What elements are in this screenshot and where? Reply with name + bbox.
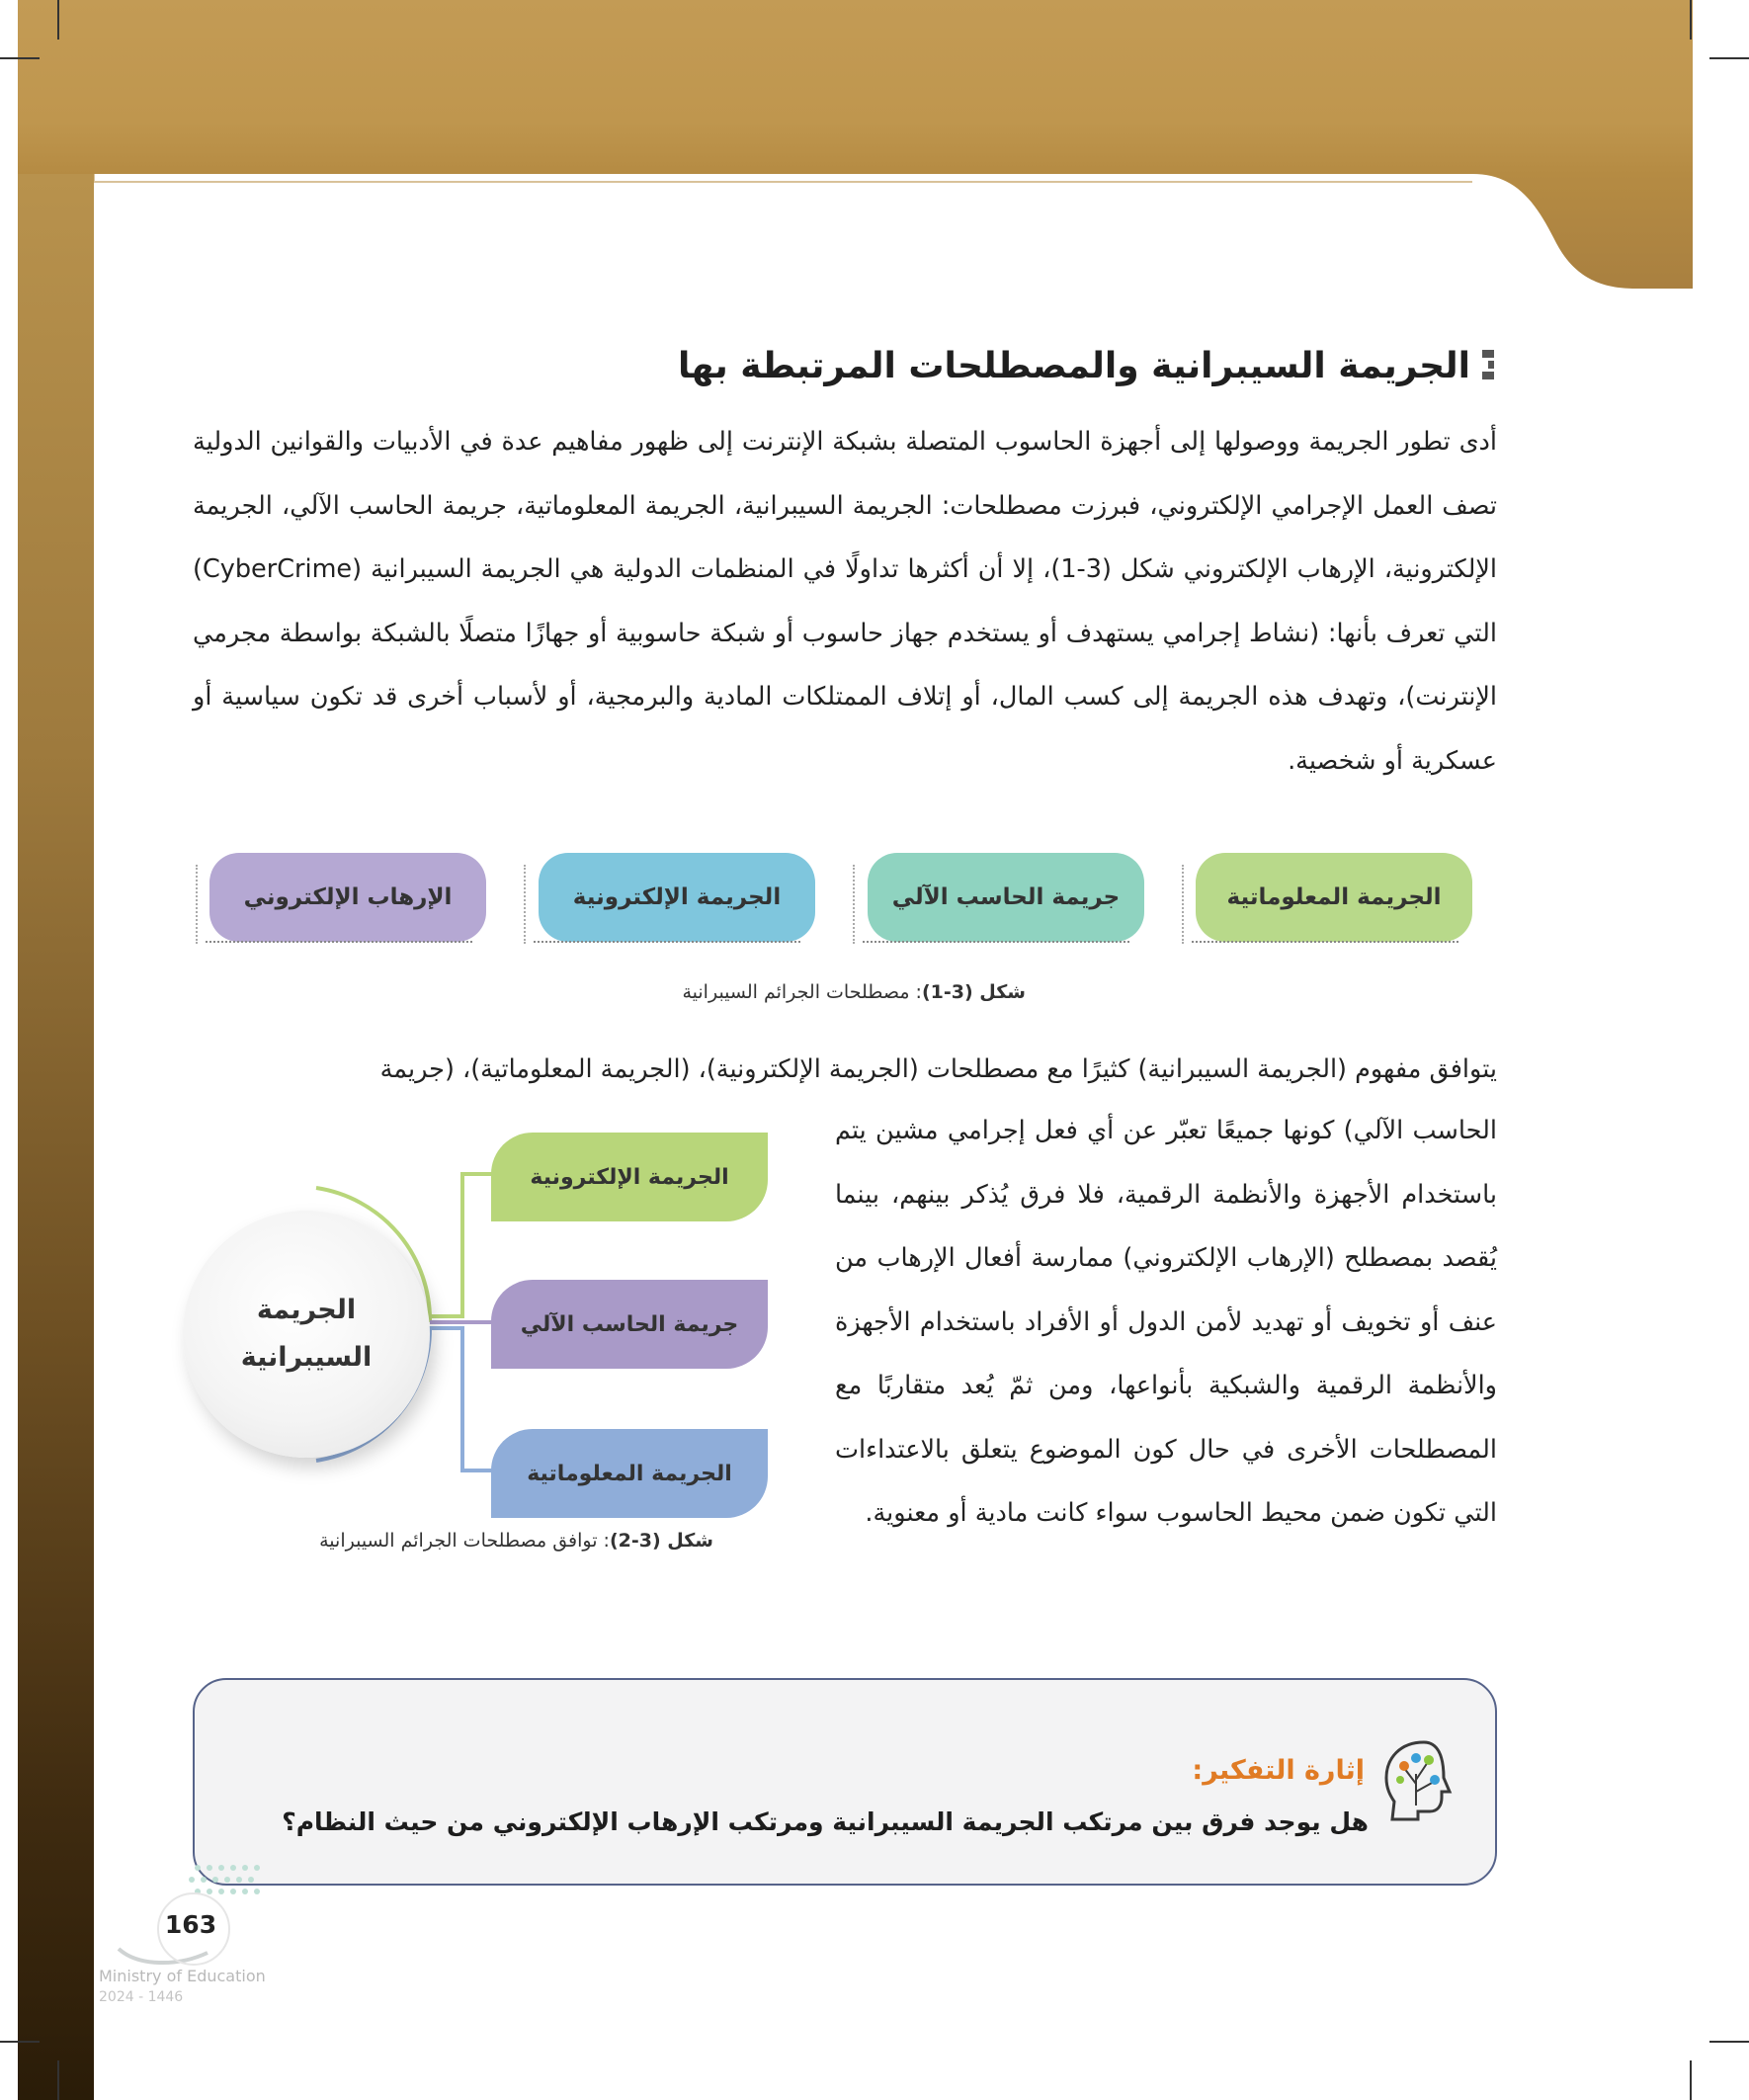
green-connector bbox=[430, 1174, 494, 1316]
figure1-caption-label: شكل (3-1) bbox=[921, 981, 1026, 1003]
pill-shadow bbox=[524, 865, 538, 944]
diagram-box-computer: جريمة الحاسب الآلي bbox=[491, 1280, 768, 1369]
page-number: 163 bbox=[164, 1910, 217, 1939]
pill-shadow bbox=[853, 865, 867, 944]
thinking-label: إثارة التفكير: bbox=[1192, 1755, 1365, 1786]
left-band bbox=[18, 174, 94, 2100]
thinking-box bbox=[193, 1678, 1497, 1886]
brain-head-icon bbox=[1376, 1734, 1465, 1828]
pill-underline bbox=[1192, 941, 1458, 943]
figure1-caption bbox=[682, 981, 1026, 1003]
crop-mark bbox=[1690, 0, 1692, 40]
term-pill-cyber-terrorism: الإرهاب الإلكتروني bbox=[209, 853, 486, 942]
pill-underline bbox=[206, 941, 472, 943]
paragraph2-body: الحاسب الآلي) كونها جميعًا تعبّر عن أي فعل إجرامي مشين يتم باستخدام الأجهزة والأنظمة الرقمية، فلا فرق يُذكر بينهم، بينما يُقصد بمصطلح (الإرهاب الإلكتروني) ممارسة أفعال الإرهاب من عنف أو تخويف أو تهديد لأمن الدول أو الأفراد باستخدام الأجهزة والأنظمة الرقمية والشبكية بأنواعها، ومن ثمّ يُعد متقاربًا مع المصطلحات الأخرى في حال كون الموضوع يتعلق بالاعتداءات التي تكون ضمن محيط الحاسوب سواء كانت مادية أو معنوية. bbox=[835, 1116, 1497, 1528]
term-pill-informatics: الجريمة المعلوماتية bbox=[1196, 853, 1472, 942]
figure2-caption-label: شكل (3-2) bbox=[609, 1530, 713, 1552]
pill-underline bbox=[863, 941, 1129, 943]
crop-mark bbox=[57, 2060, 59, 2100]
term-pill-computer-crime: جريمة الحاسب الآلي bbox=[868, 853, 1144, 942]
header-band bbox=[18, 0, 1693, 174]
pill-underline bbox=[534, 941, 800, 943]
intro-paragraph: أدى تطور الجريمة ووصولها إلى أجهزة الحاسوب المتصلة بشبكة الإنترنت إلى ظهور مفاهيم عدة في الأدبيات والقوانين الدولية تصف العمل الإجرامي الإلكتروني، فبرزت مصطلحات: الجريمة السيبرانية، الجريمة المعلوماتية، جريمة الحاسب الآلي، الجريمة الإلكترونية، الإرهاب الإلكتروني شكل (3-1)، إلا أن أكثرها تداولًا في المنظمات الدولية هي الجريمة السيبرانية (CyberCrime) التي تعرف بأنها: (نشاط إجرامي يستهدف أو يستخدم جهاز حاسوب أو شبكة حاسوبية أو جهازًا متصلًا بالشبكة بواسطة مجرمي الإنترنت)، وتهدف هذه الجريمة إلى كسب المال، أو إتلاف الممتلكات المادية والبرمجية، أو لأسباب أخرى قد تكون سياسية أو عسكرية أو شخصية. bbox=[193, 427, 1497, 776]
diagram-box-informatics: الجريمة المعلوماتية bbox=[491, 1429, 768, 1518]
diagram-box-electronic: الجريمة الإلكترونية bbox=[491, 1133, 768, 1221]
circle-line2: السيبرانية bbox=[240, 1342, 373, 1373]
thinking-question: هل يوجد فرق بين مرتكب الجريمة السيبرانية ومرتكب الإرهاب الإلكتروني من حيث النظام؟ bbox=[282, 1807, 1369, 1836]
crop-mark bbox=[57, 0, 59, 40]
figure1-caption-text: : مصطلحات الجرائم السيبرانية bbox=[682, 981, 922, 1003]
term-pill-electronic-crime: الجريمة الإلكترونية bbox=[539, 853, 815, 942]
pill-shadow bbox=[196, 865, 209, 944]
crop-mark bbox=[0, 2041, 40, 2043]
cyber-crime-circle bbox=[183, 1211, 430, 1458]
crop-mark bbox=[1709, 57, 1749, 59]
title-marker-icon bbox=[1482, 350, 1494, 389]
pill-shadow bbox=[1182, 865, 1196, 944]
ministry-year: 2024 - 1446 bbox=[99, 1989, 184, 2005]
crop-mark bbox=[0, 57, 40, 59]
blue-connector bbox=[430, 1328, 494, 1470]
figure2-caption-text: : توافق مصطلحات الجرائم السيبرانية bbox=[319, 1530, 610, 1552]
figure2-caption bbox=[319, 1530, 713, 1552]
crop-mark bbox=[1690, 2060, 1692, 2100]
section-title-text: الجريمة السيبرانية والمصطلحات المرتبطة بها bbox=[677, 346, 1470, 386]
circle-line1: الجريمة bbox=[256, 1295, 357, 1325]
section-title bbox=[308, 346, 1494, 386]
paragraph2-first-line: يتوافق مفهوم (الجريمة السيبرانية) كثيرًا مع مصطلحات (الجريمة الإلكترونية)، (الجريمة المعلوماتية)، (جريمة bbox=[379, 1054, 1497, 1084]
header-curve bbox=[94, 174, 1693, 293]
crop-mark bbox=[1709, 2041, 1749, 2043]
ministry-name-en: Ministry of Education bbox=[99, 1967, 266, 1985]
